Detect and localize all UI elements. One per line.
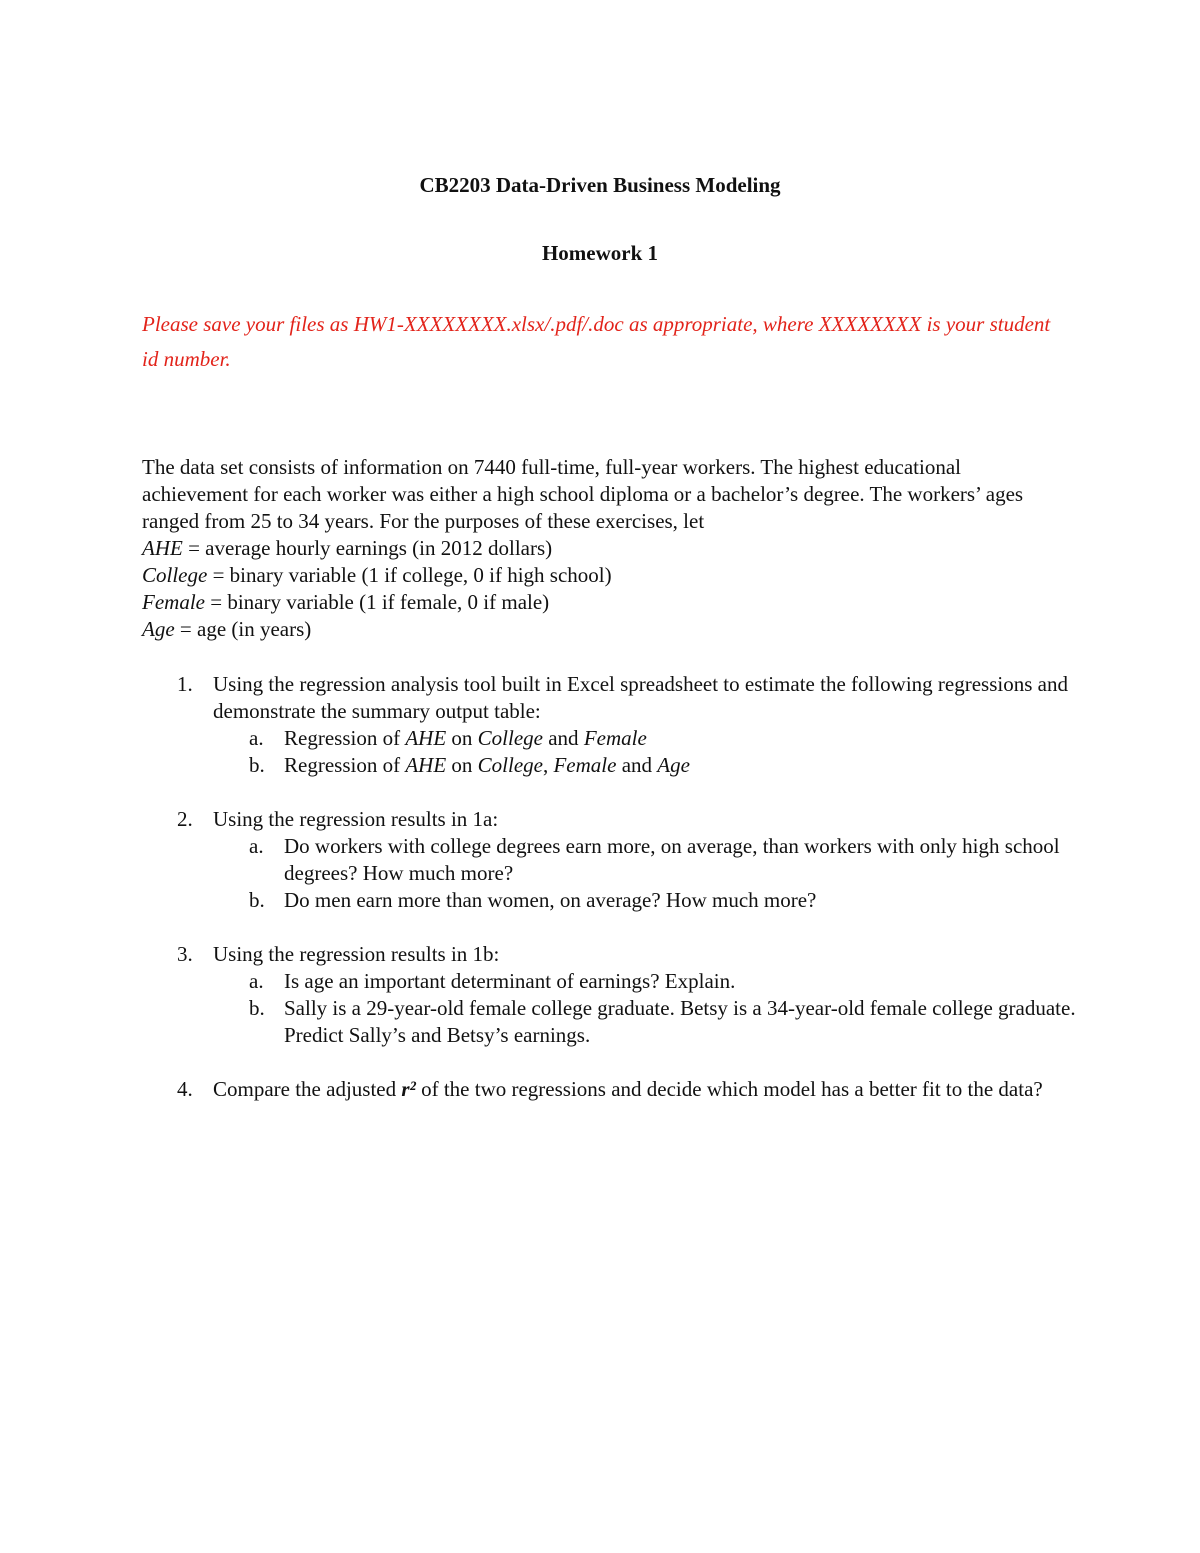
definition-female — [142, 589, 1072, 616]
text-fragment: Regression of — [284, 753, 406, 777]
text-fragment: on — [446, 726, 478, 750]
sub-question-text: Is age an important determinant of earnings? Explain. — [284, 969, 736, 993]
text-fragment: on — [446, 753, 478, 777]
text-fragment: Regression of — [284, 726, 406, 750]
equals-sign: = — [182, 536, 206, 560]
definition-age — [142, 616, 1072, 643]
text-fragment: , — [542, 753, 554, 777]
question-text: Using the regression results in 1b: — [213, 942, 500, 966]
variable-description: age (in years) — [197, 617, 312, 641]
intro-section — [142, 454, 1072, 643]
variable-name: College — [477, 753, 543, 777]
question-2 — [142, 806, 1082, 914]
file-naming-notice: Please save your files as HW1-XXXXXXXX.xlsx/.pdf/.doc as appropriate, where XXXXXXXX is your student id number. — [142, 312, 1051, 371]
question-4 — [142, 1076, 1082, 1103]
text-fragment: and — [542, 726, 584, 750]
variable-name: AHE — [142, 536, 183, 560]
definition-college — [142, 562, 1072, 589]
equals-sign: = — [207, 563, 230, 587]
course-title: CB2203 Data-Driven Business Modeling — [419, 173, 781, 197]
intro-paragraph: The data set consists of information on 7440 full-time, full-year workers. The highest educational achievement for each worker was either a high school diploma or a bachelor’s degree. The workers’ ages ranged from 25 to 34 years. For the purposes of these exercises, let — [142, 455, 1024, 533]
sub-question-label: b. — [249, 753, 265, 777]
question-number: 4. — [177, 1077, 193, 1101]
variable-name: Age — [657, 753, 690, 777]
variable-name: College — [142, 563, 208, 587]
sub-question-label: a. — [249, 726, 264, 750]
sub-question-2a — [213, 833, 1082, 887]
variable-description: average hourly earnings (in 2012 dollars) — [205, 536, 553, 560]
question-list — [142, 671, 1082, 1130]
variable-name: Female — [142, 590, 205, 614]
text-fragment: Compare the adjusted — [213, 1077, 402, 1101]
question-number: 2. — [177, 807, 193, 831]
sub-question-label: a. — [249, 834, 264, 858]
definition-ahe — [142, 535, 1072, 562]
equals-sign: = — [204, 590, 228, 614]
variable-name: College — [477, 726, 543, 750]
variable-name: Female — [583, 726, 647, 750]
question-text: Using the regression analysis tool built in Excel spreadsheet to estimate the following regressions and demonstrate the summary output table: — [213, 672, 1068, 723]
sub-question-text: Do men earn more than women, on average? How much more? — [284, 888, 817, 912]
sub-question-label: b. — [249, 888, 265, 912]
sub-question-label: a. — [249, 969, 264, 993]
sub-question-2b — [213, 887, 1082, 914]
sub-question-3b — [213, 995, 1082, 1049]
variable-name: Female — [553, 753, 617, 777]
variable-description: binary variable (1 if college, 0 if high school) — [229, 563, 612, 587]
question-text — [213, 1076, 1082, 1103]
sub-question-label: b. — [249, 996, 265, 1020]
equals-sign: = — [174, 617, 197, 641]
variable-name: AHE — [405, 753, 447, 777]
question-1 — [142, 671, 1082, 779]
variable-name: Age — [142, 617, 175, 641]
sub-question-1a — [213, 725, 1082, 752]
r-squared-symbol: r² — [401, 1077, 416, 1101]
question-3 — [142, 941, 1082, 1049]
text-fragment: and — [616, 753, 658, 777]
question-number: 3. — [177, 942, 193, 966]
question-text: Using the regression results in 1a: — [213, 807, 499, 831]
sub-question-1b — [213, 752, 1082, 779]
sub-question-3a — [213, 968, 1082, 995]
sub-question-text: Do workers with college degrees earn more, on average, than workers with only high school degrees? How much more? — [284, 834, 1060, 885]
assignment-title: Homework 1 — [541, 241, 659, 265]
variable-name: AHE — [405, 726, 447, 750]
question-number: 1. — [177, 672, 193, 696]
sub-question-text: Sally is a 29-year-old female college graduate. Betsy is a 34-year-old female college graduate. Predict Sally’s and Betsy’s earnings. — [284, 996, 1076, 1047]
text-fragment: of the two regressions and decide which model has a better fit to the data? — [415, 1077, 1043, 1101]
variable-description: binary variable (1 if female, 0 if male) — [227, 590, 550, 614]
